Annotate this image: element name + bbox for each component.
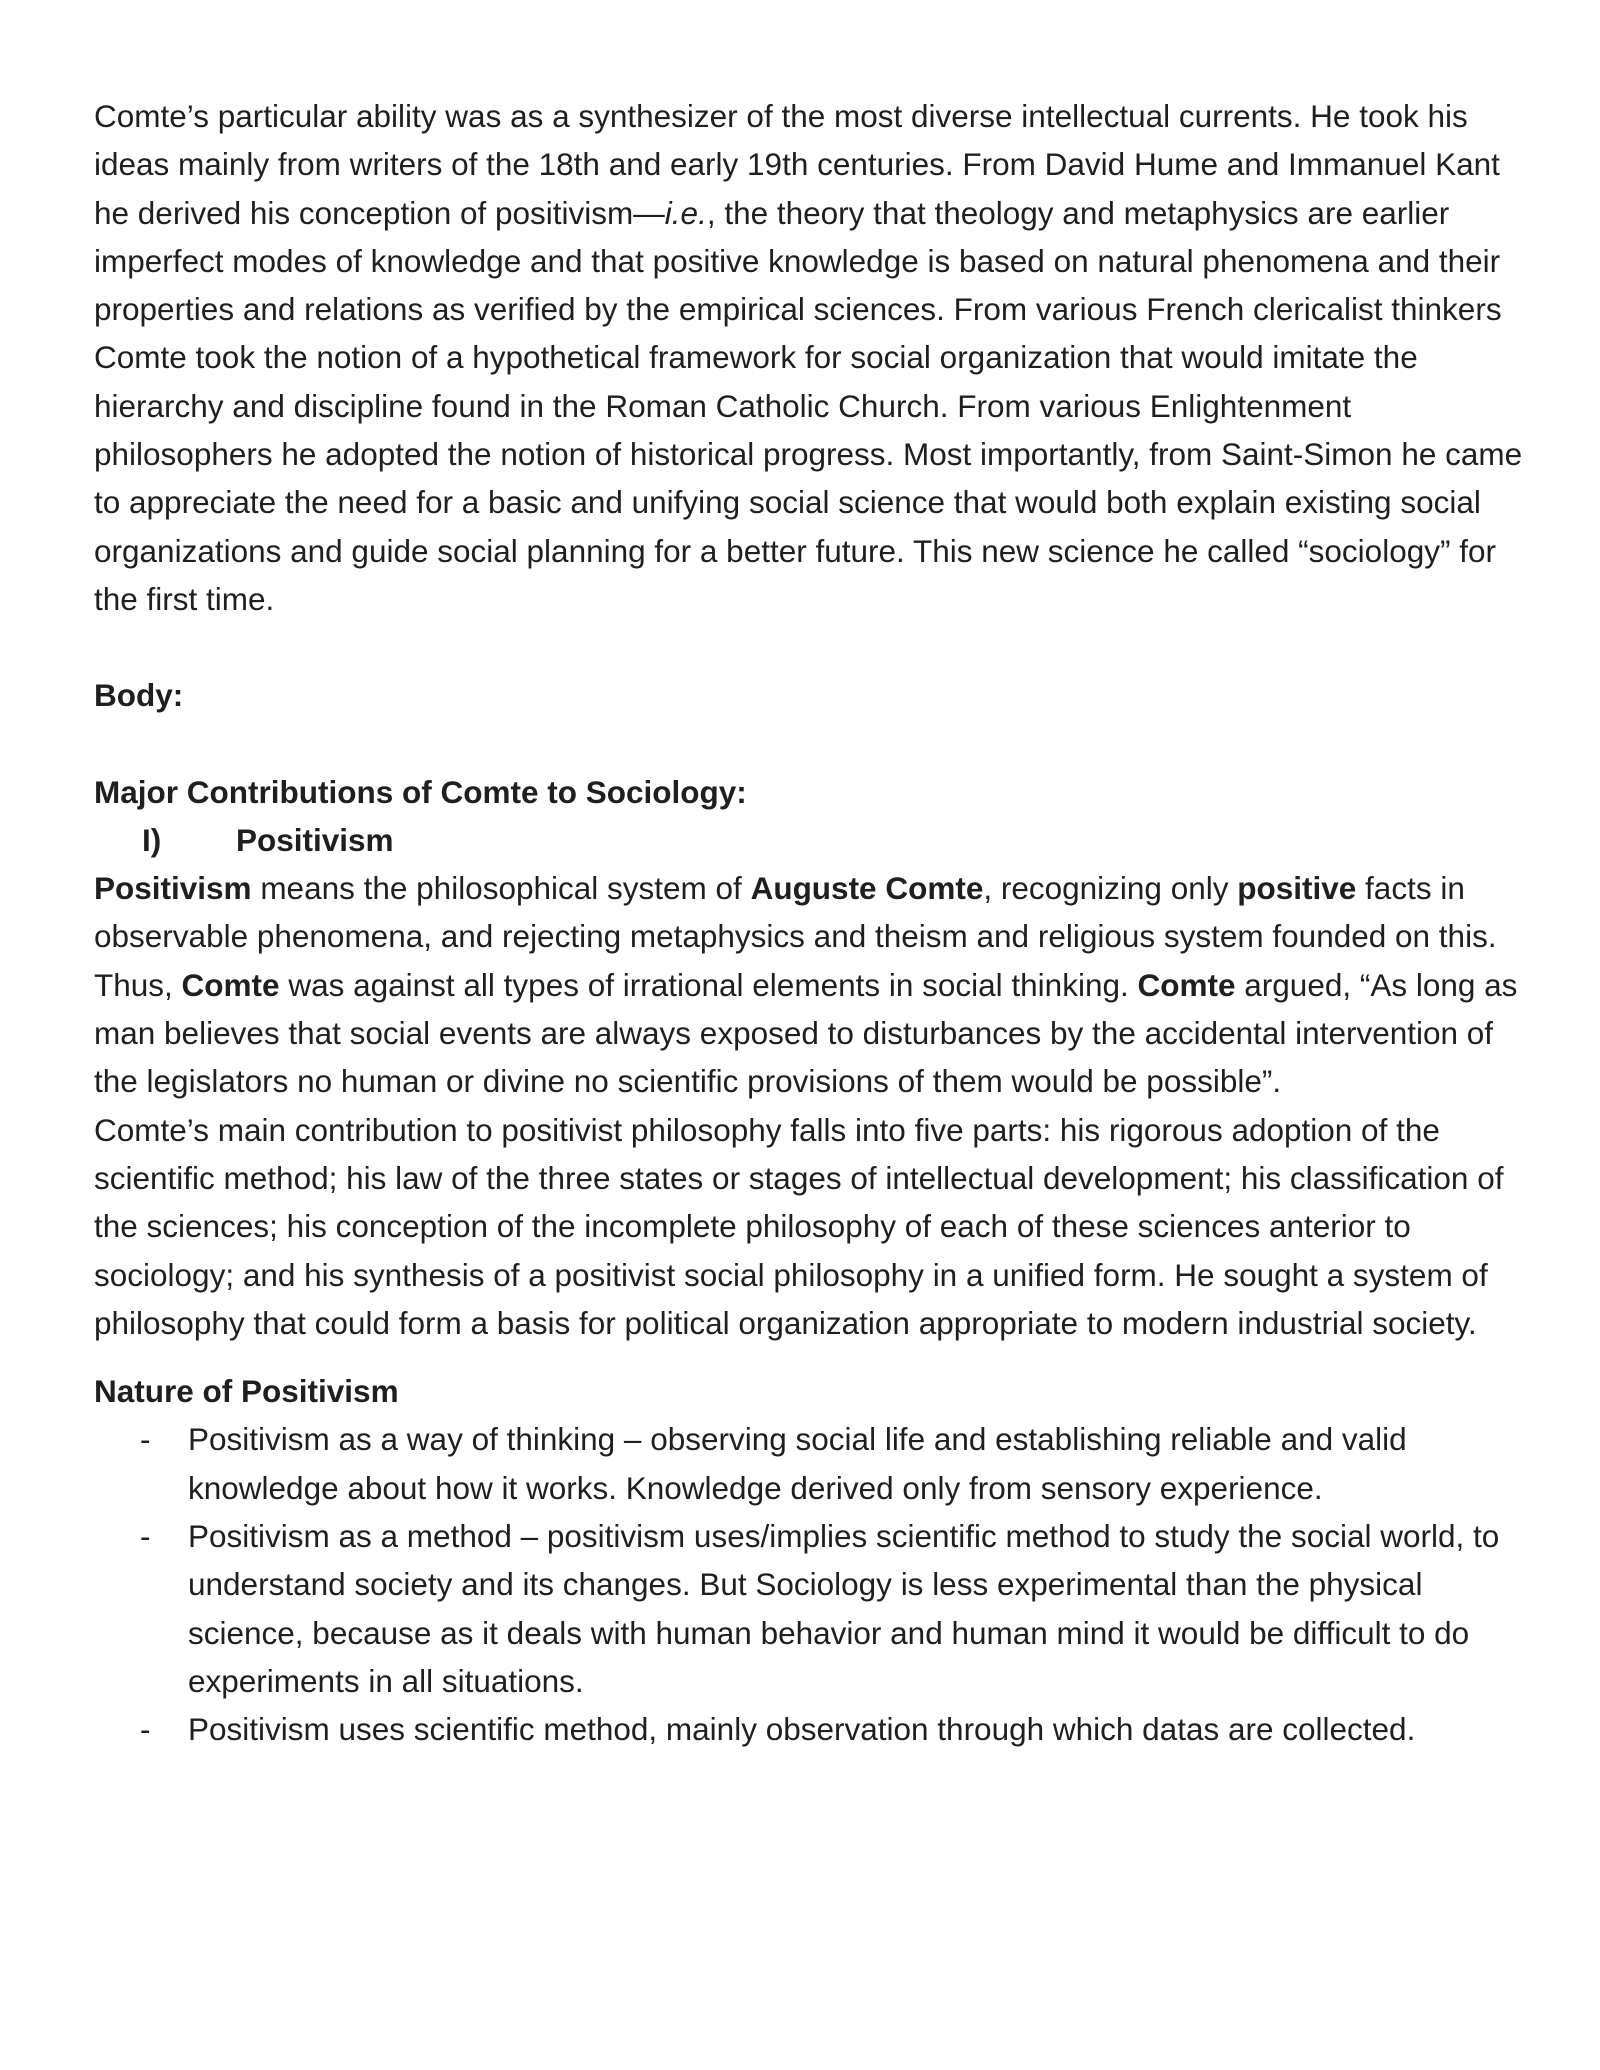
dash-bullet: - [140,1518,151,1555]
nature-list [94,1415,1524,1753]
list-item-text: Positivism as a method – positivism uses/implies scientific method to study the social world, to understand society and its changes. But Sociology is less experimental than the physical science, because as it deals with human behavior and human mind it would be difficult to do experiments in all situations. [188,1518,1500,1699]
intro-text-a: Comte’s particular ability was as a synthesizer of the most diverse intellectual currents. He took his ideas mainly from writers of the 18th and early 19th centuries. From David Hume and Immanuel Kant he derived his conception of positivism— [94,98,1500,231]
list-item-text: Positivism uses scientific method, mainly observation through which datas are collected. [188,1711,1416,1748]
document-page [94,92,1524,1754]
bold-term: Positivism [94,870,252,907]
dash-bullet: - [140,1711,151,1748]
positivism-paragraph [94,864,1524,1105]
intro-text-b: , the theory that theology and metaphysics are earlier imperfect modes of knowledge and that positive knowledge is based on natural phenomena and their properties and relations as verified by the empirical sciences. From various French clericalist thinkers Comte took the notion of a hypothetical framework for social organization that would imitate the hierarchy and discipline found in the Roman Catholic Church. From various Enlightenment philosophers he adopted the notion of historical progress. Most importantly, from Saint-Simon he came to appreciate the need for a basic and unifying social science that would both explain existing social organizations and guide social planning for a better future. This new science he called “sociology” for the first time. [94,194,1523,617]
text-run: was against all types of irrational elements in social thinking. [279,966,1138,1003]
section-heading-positivism [94,816,1524,864]
list-item [94,1512,1524,1705]
nature-of-positivism-heading: Nature of Positivism [94,1373,399,1410]
contribution-paragraph: Comte’s main contribution to positivist philosophy falls into five parts: his rigorous adoption of the scientific method; his law of the three states or stages of intellectual development; his classification of the sciences; his conception of the incomplete philosophy of each of these sciences anterior to sociology; and his synthesis of a positivist social philosophy in a unified form. He sought a system of philosophy that could form a basis for political organization appropriate to modern industrial society. [94,1111,1504,1341]
text-run: argued, “As long as man believes that social events are always exposed to disturbances by the accidental intervention of the legislators no human or divine no scientific provisions of them would be possible”. [94,966,1518,1100]
text-run: facts in observable phenomena, and rejecting metaphysics and theism and religious system founded on this. Thus, [94,870,1497,1003]
list-item-text: Positivism as a way of thinking – observing social life and establishing reliable and valid knowledge about how it works. Knowledge derived only from sensory experience. [188,1421,1407,1506]
list-item [94,1415,1524,1512]
section-number: I) [142,821,162,858]
text-run: means the philosophical system of [251,870,751,907]
body-label: Body: [94,677,184,714]
spacer [94,1347,1524,1367]
text-run: , recognizing only [983,870,1238,907]
intro-ie-italic: i.e. [664,194,707,231]
spacer [94,623,1524,671]
dash-bullet: - [140,1421,151,1458]
bold-term: Auguste Comte [750,870,984,907]
list-item [94,1705,1524,1753]
bold-term: Comte [181,966,280,1003]
spacer [94,720,1524,768]
section-title: Positivism [236,821,394,858]
intro-paragraph [94,92,1524,623]
bold-term: positive [1237,870,1357,907]
major-contributions-heading: Major Contributions of Comte to Sociology: [94,773,747,810]
bold-term: Comte [1137,966,1236,1003]
